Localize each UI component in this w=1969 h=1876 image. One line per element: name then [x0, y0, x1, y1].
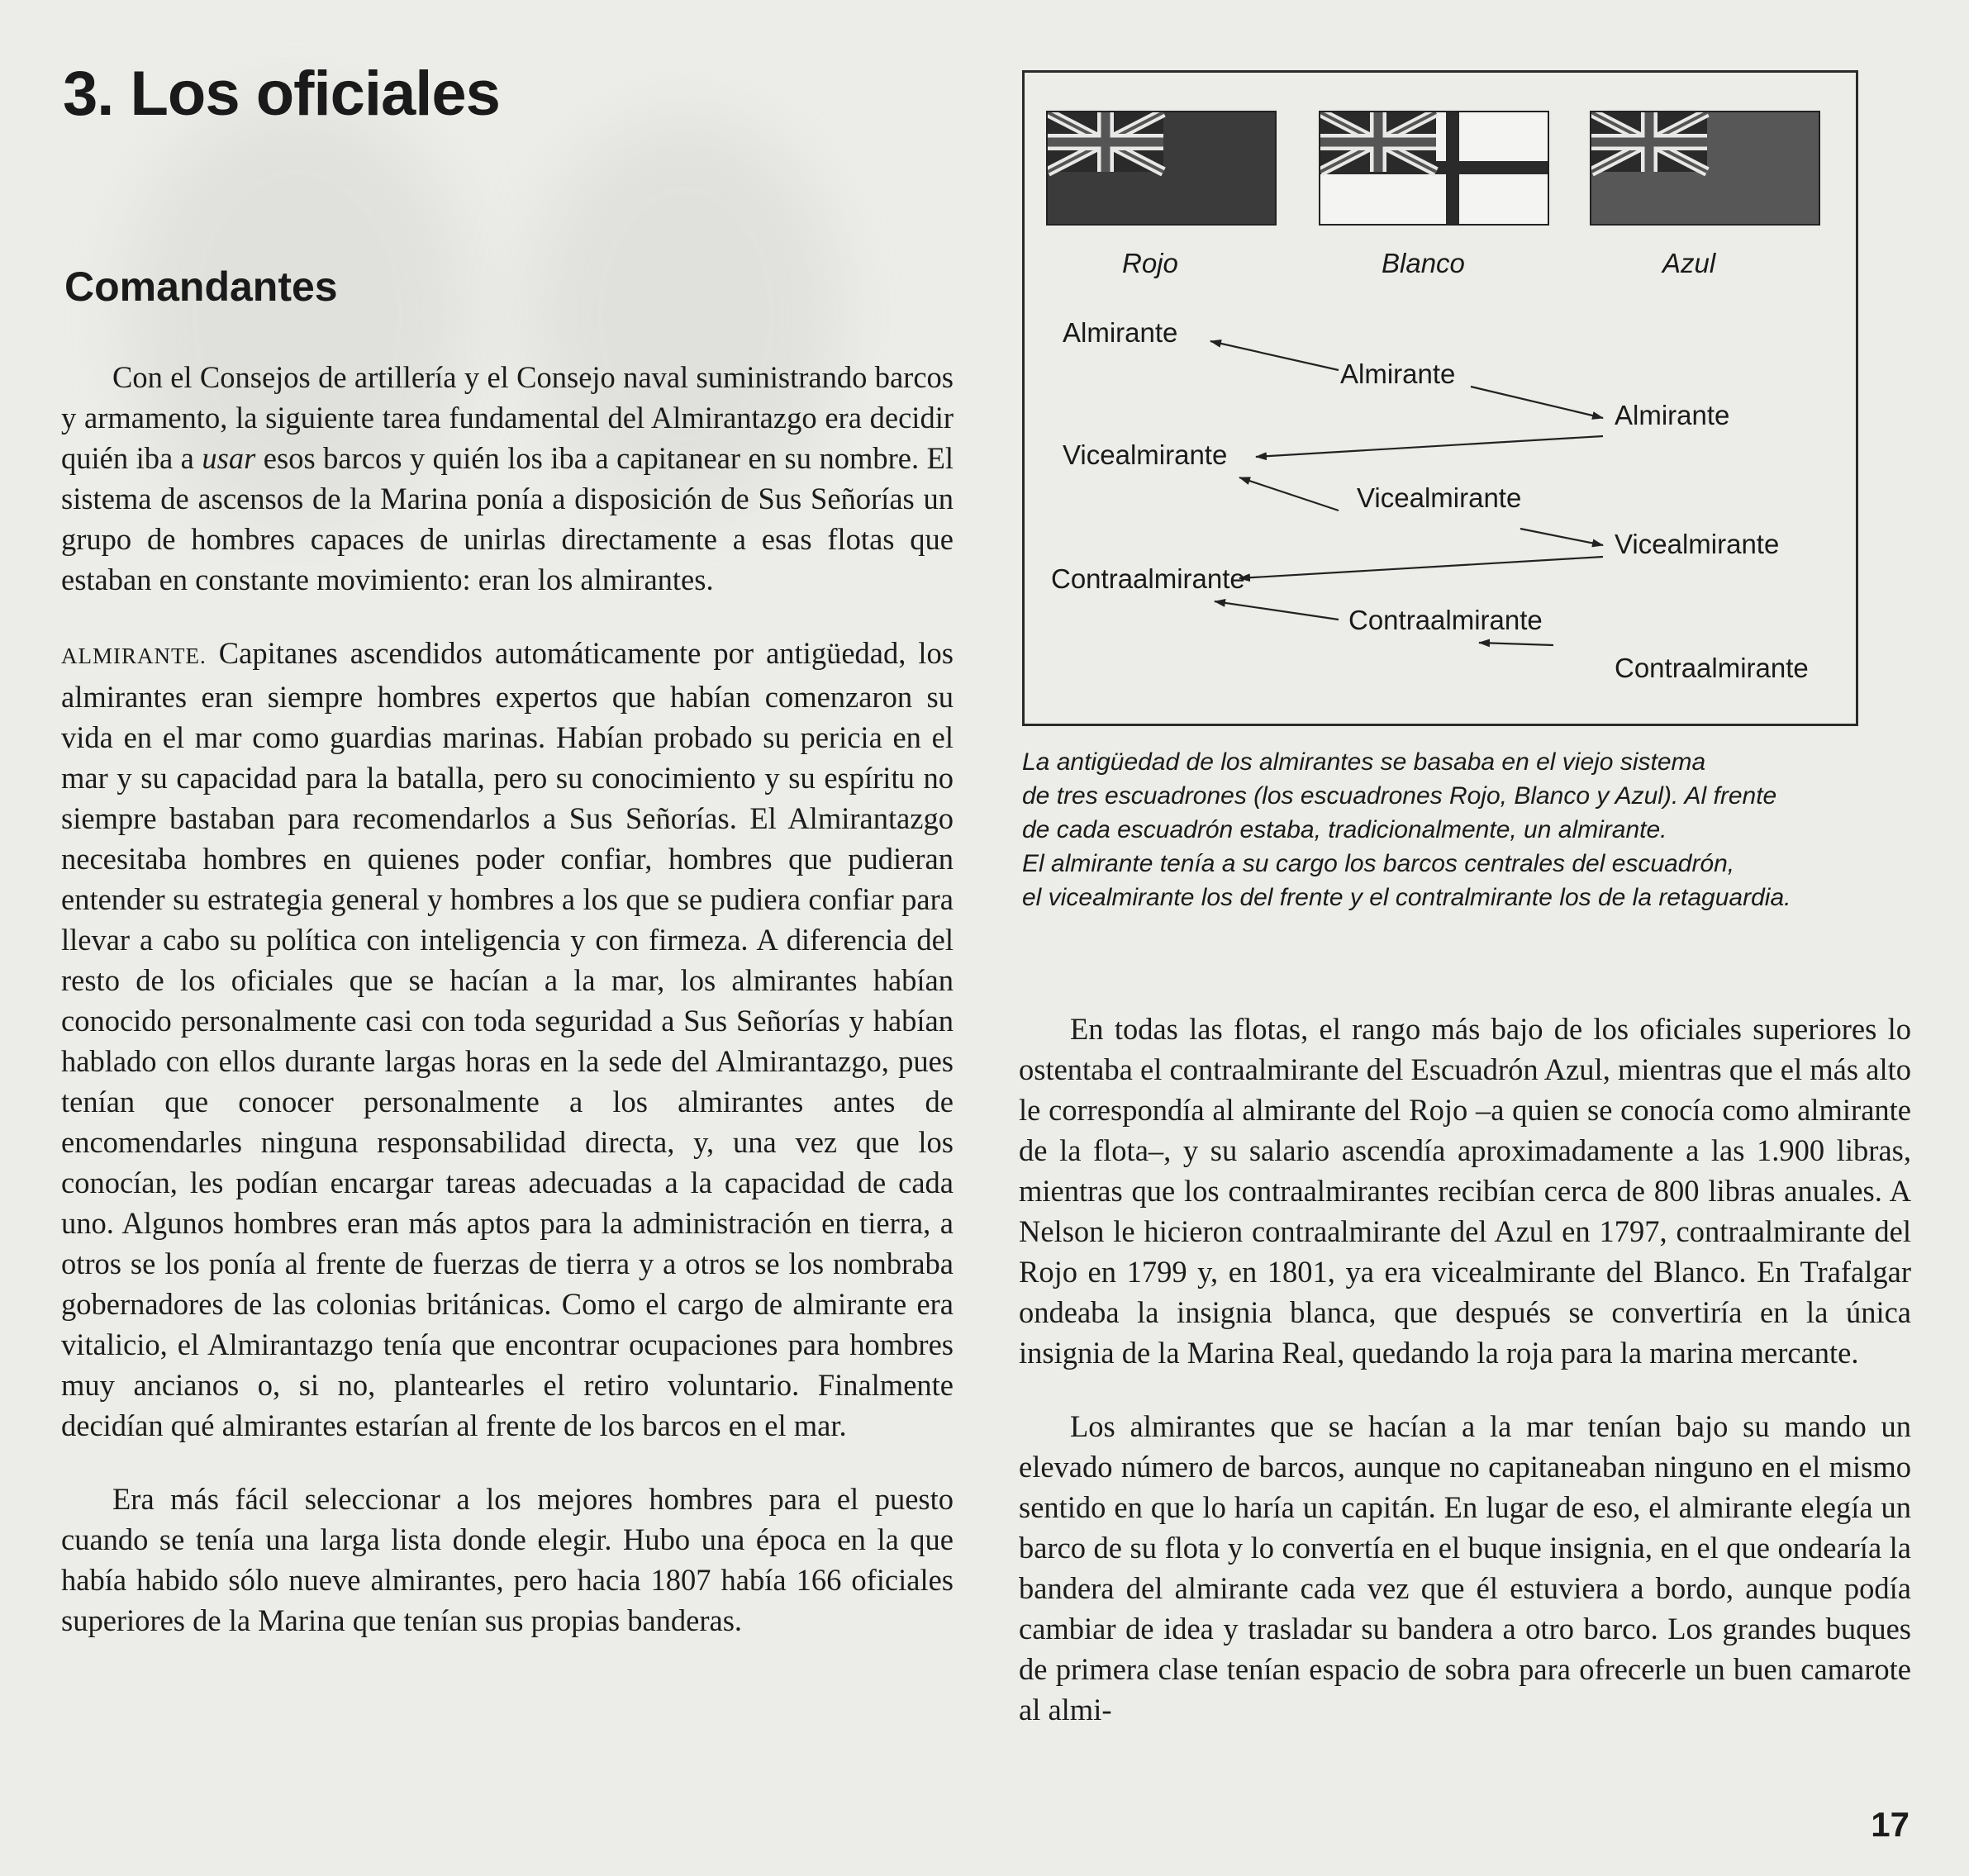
rank-left-vice-admiral: Vicealmirante [1063, 439, 1228, 470]
squadron-diagram [1022, 70, 1858, 726]
page-number: 17 [1871, 1805, 1910, 1844]
run-in-heading: ALMIRANTE. [61, 644, 207, 668]
rank-middle-rear-admiral: Contraalmirante [1348, 605, 1543, 635]
section-title: Comandantes [64, 264, 338, 310]
arrow [1239, 557, 1603, 578]
paragraph: Con el Consejos de artillería y el Consejo naval suministrando barcos y armamento, la siguiente tarea fundamental del Almirantazgo era decidir quién iba a usar esos barcos y quién los iba a capitanear en su nombre. El sistema de ascensos de la Marina ponía a disposición de Sus Señorías un grupo de hombres capaces de unirlas directamente a esas flotas que estaban en constante movimiento: eran los almirantes. [61, 360, 954, 596]
rank-right-admiral: Almirante [1615, 400, 1730, 430]
blue-ensign-flag [1590, 111, 1820, 226]
caption-line: de cada escuadrón estaba, tradicionalmente, un almirante. [1022, 816, 1667, 843]
flag-label-blue: Azul [1662, 248, 1716, 278]
left-column [61, 357, 954, 1641]
union-jack-icon [1048, 112, 1163, 172]
rank-middle-vice-admiral: Vicealmirante [1357, 482, 1522, 513]
paragraph: Los almirantes que se hacían a la mar tenían bajo su mando un elevado número de barcos, aunque no capitaneaban ninguno en el mismo sentido en que lo haría un capitán. En lugar de eso, el almirante elegía un barco de su flota y lo convertía en el buque insignia, en el que ondearía la bandera del almirante cada vez que él estuviera a bordo, aunque podía cambiar de idea y trasladar su bandera a otro barco. Los grandes buques de primera clase tenían espacio de sobra para ofrecerle un buen camarote al almi- [1019, 1409, 1911, 1726]
chapter-title: 3. Los oficiales [63, 59, 500, 129]
flag-label-red: Rojo [1122, 248, 1178, 278]
rank-left-admiral: Almirante [1063, 317, 1178, 348]
paragraph: Era más fácil seleccionar a los mejores hombres para el puesto cuando se tenía una larga lista donde elegir. Hubo una época en la que había habido sólo nueve almirantes, pero hacia 1807 había 166 oficiales superiores de la Marina que tenían sus propias banderas. [61, 1482, 954, 1637]
arrow [1215, 601, 1339, 620]
paragraph: ALMIRANTE. Capitanes ascendidos automáticamente por antigüedad, los almirantes eran siempre hombres expertos que habían comenzaron su vida en el mar como guardias marinas. Habían probado su pericia en el mar y su capacidad para la batalla, pero su conocimiento y su espíritu no siempre bastaban para recomendarlos a Sus Señorías. El Almirantazgo necesitaba hombres en quienes poder confiar, hombres que pudieran entender su estrategia general y hombres a los que se pudiera confiar para llevar a cabo su política con inteligencia y con firmeza. A diferencia del resto de los oficiales que se hacían a la mar, los almirantes habían conocido personalmente casi con toda seguridad a Sus Señorías y habían hablado con ellos durante largas horas en la sede del Almirantazgo, pues tenían que conocer personalmente a los almirantes antes de encomendarles ninguna responsabilidad directa, y, una vez que los conocían, les podían encargar tareas adecuadas a la capacidad de cada uno. Algunos hombres eran más aptos para la administración en tierra, a otros se los ponía al frente de fuerzas de tierra y a otros se los nombraba gobernadores de las colonias británicas. Como el cargo de almirante era vitalicio, el Almirantazgo tenía que encontrar ocupaciones para hombres muy ancianos o, si no, plantearles el retiro voluntario. Finalmente decidían qué almirantes estarían al frente de los barcos en el mar. [61, 636, 954, 1442]
red-ensign-flag [1046, 111, 1277, 226]
flag-label-white: Blanco [1382, 248, 1465, 278]
right-column [1019, 1009, 1911, 1730]
caption-line: el vicealmirante los del frente y el contralmirante los de la retaguardia. [1022, 884, 1791, 911]
paragraph: En todas las flotas, el rango más bajo de los oficiales superiores lo ostentaba el contraalmirante del Escuadrón Azul, mientras que el más alto le correspondía al almirante del Rojo –a quien se conocía como almirante de la flota–, y su salario ascendía aproximadamente a las 1.900 libras, mientras que los contraalmirantes recibían cerca de 800 libras anuales. A Nelson le hicieron contraalmirante del Azul en 1797, contraalmirante del Rojo en 1799 y, en 1801, ya era vicealmirante del Blanco. En Trafalgar ondeaba la insignia blanca, que después se convertiría en la única insignia de la Marina Real, quedando la roja para la marina mercante. [1019, 1012, 1911, 1370]
figure-caption [1022, 745, 1914, 914]
caption-line: de tres escuadrones (los escuadrones Rojo, Blanco y Azul). Al frente [1022, 782, 1777, 810]
white-ensign-flag [1319, 111, 1549, 226]
caption-line: La antigüedad de los almirantes se basaba en el viejo sistema [1022, 748, 1706, 776]
arrow [1471, 387, 1603, 418]
arrow [1520, 529, 1603, 545]
arrow [1256, 436, 1603, 457]
rank-left-rear-admiral: Contraalmirante [1051, 563, 1245, 594]
arrow [1479, 643, 1553, 645]
union-jack-icon [1591, 112, 1707, 172]
rank-right-rear-admiral: Contraalmirante [1615, 653, 1809, 683]
rank-middle-admiral: Almirante [1340, 359, 1456, 389]
arrow [1210, 341, 1339, 370]
caption-line: El almirante tenía a su cargo los barcos centrales del escuadrón, [1022, 850, 1735, 877]
union-jack-icon [1320, 112, 1436, 172]
arrow [1239, 477, 1339, 511]
rank-right-vice-admiral: Vicealmirante [1615, 529, 1780, 559]
